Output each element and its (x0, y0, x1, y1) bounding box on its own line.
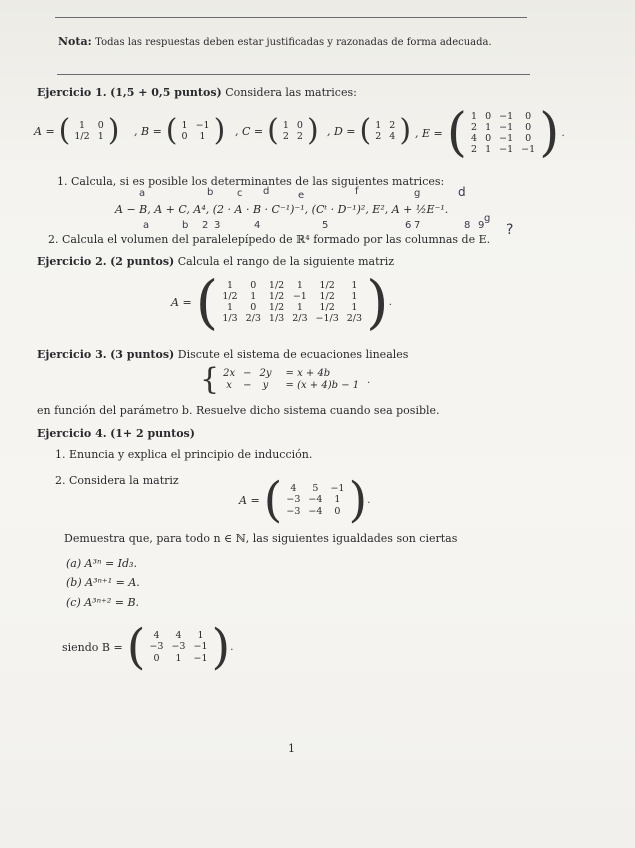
text-ej1-matrices-4-rows-2-3: 0 (525, 133, 532, 144)
text-ej1-matrices-4-rows-0-0: 1 (471, 110, 478, 122)
text-ej2-rows-1-0: 1/2 (222, 290, 238, 302)
text-ej2-rows-2-5: 1 (351, 302, 358, 313)
note-text: Todas las respuestas deben estar justificadas y razonadas de forma adecuada. (95, 37, 492, 48)
text-ej2-rows-2-2: 1/2 (268, 302, 285, 313)
text-ej1-e_tail: . (561, 127, 565, 139)
text-ej1-matrices-3-rows-1-0: 2 (375, 131, 382, 142)
ej3-header (37, 348, 408, 361)
text-ej4-rows-2-2: 0 (334, 505, 341, 517)
ej1-q2: 2. Calcula el volumen del paralelepípedo de ℝ⁴ formado por las columnas de E. (48, 233, 491, 246)
text-ej4-rows-2-0: −3 (286, 505, 301, 517)
equation-system: { 2x − 2y = x + 4b x − y = (x + 4)b − 1 . (200, 362, 371, 397)
text-ej1-matrices-2-rows-1-1: 2 (296, 131, 303, 142)
text-ej3-eq2-b: y (262, 380, 269, 391)
text-ej1-matrices-4-rows-1-2: −1 (499, 121, 514, 133)
ej1-q1-expression: A − B, A + C, A⁴, (2 · A · B · C⁻¹)⁻¹, (Cᵗ · D⁻¹)², E², A + ½E⁻¹. (115, 203, 449, 216)
text-ej1-matrices-4-name: , E = (415, 126, 443, 140)
ej4-q1: 1. Enuncia y explica el principio de inducción. (55, 448, 313, 461)
top-rule (55, 17, 527, 18)
text-ej4-tail: . (367, 494, 371, 506)
text-handwritten-bottom-9: 9 (478, 220, 485, 231)
ej4-q2: 2. Considera la matriz (55, 474, 179, 487)
text-ej4-matrix_name: A = (239, 493, 260, 507)
text-ej1-matrices-1-rows-1-0: 0 (181, 131, 188, 142)
ej3-intro: Discute el sistema de ecuaciones lineales (177, 348, 409, 361)
ej4-header (37, 427, 195, 440)
text-ej1-matrices-0-rows-1-1: 1 (97, 131, 104, 142)
ej3-outro: en función del parámetro b. Resuelve dicho sistema cuando sea posible. (37, 404, 440, 417)
text-ej2-rows-1-4: 1/2 (319, 290, 335, 302)
note-label: Nota: (58, 35, 92, 48)
note-rule (57, 74, 530, 75)
text-ej3-eq2-a: x (226, 380, 232, 391)
text-ej3-tail: . (367, 374, 371, 386)
text-ej4-b_tail: . (230, 641, 234, 653)
text-ej4-rows-0-2: −1 (330, 483, 345, 495)
ej3-title: Ejercicio 3. (37, 348, 107, 361)
text-ej1-matrices-1-rows-0-1: −1 (195, 119, 210, 131)
text-ej2-rows-2-1: 0 (250, 302, 257, 313)
text-ej4-b_rows-1-0: −3 (149, 641, 164, 653)
text-ej4-rows-1-2: 1 (334, 494, 341, 506)
text-ej1-matrices-4-rows-1-0: 2 (471, 121, 478, 133)
ej4-item-b: (b) A³ⁿ⁺¹ = A. (66, 576, 140, 589)
text-handwritten-bottom-7: 7 (414, 220, 421, 231)
handwritten-f: f (355, 186, 359, 197)
text-ej2-rows-2-4: 1/2 (319, 302, 335, 313)
text-ej1-matrices-4-rows-0-2: −1 (499, 110, 514, 122)
text-ej1-matrices-4-rows-3-1: 1 (485, 144, 492, 156)
text-ej4-b_rows-1-2: −1 (193, 641, 208, 653)
handwritten-g: g (414, 188, 421, 199)
text-ej4-rows-1-0: −3 (286, 494, 301, 506)
ej2-intro: Calcula el rango de la siguiente matriz (177, 255, 395, 268)
ej1-header (37, 86, 357, 99)
text-ej3-eq1-b: 2y (259, 368, 272, 380)
text-ej1-matrices-4-rows-2-1: 0 (485, 133, 492, 144)
matrix-a-table (70, 120, 107, 142)
text-ej2-rows-3-3: 2/3 (292, 313, 308, 325)
matrix-a: A = ( 1 0 1/2 1 ) (34, 113, 120, 148)
matrix-ej2: A = ( 1 0 1/2 1 1/2 1 1/2 1 1/2 −1 1/2 1 1 0 1/2 1 1/2 1 1/3 2/3 1/3 2/3 −1/3 2/3 ) . (171, 268, 392, 336)
text-handwritten-bottom-2: 2 (202, 220, 209, 231)
text-ej2-rows-1-1: 1 (250, 290, 257, 302)
ej2-title: Ejercicio 2. (37, 255, 107, 268)
text-ej1-matrices-4-rows-1-1: 1 (485, 121, 492, 133)
handwritten-d: d (263, 186, 270, 197)
matrix-ej4-a: A = ( 4 5 −1 −3 −4 1 −3 −4 0 ) . (239, 472, 371, 528)
handwritten-e: e (298, 190, 305, 201)
text-ej1-matrices-2-rows-0-0: 1 (282, 119, 289, 131)
text-handwritten-bottom-0: a (143, 220, 150, 231)
text-ej4-rows-0-1: 5 (312, 483, 319, 495)
text-ej2-rows-0-0: 1 (226, 279, 233, 291)
text-ej4-b_rows-1-1: −3 (171, 641, 186, 653)
ej1-points: (1,5 + 0,5 puntos) (110, 86, 222, 99)
text-ej2-rows-0-2: 1/2 (268, 279, 285, 291)
text-ej1-matrices-1-rows-0-0: 1 (181, 119, 188, 131)
text-ej1-matrices-3-rows-1-1: 4 (389, 131, 396, 142)
matrix-d: , D = ( 1 2 2 4 ) (327, 113, 412, 148)
ej4-item-c: (c) A³ⁿ⁺² = B. (66, 596, 140, 609)
text-ej3-eq2-rhs: = (x + 4)b − 1 (285, 380, 360, 391)
handwritten-b: b (207, 187, 214, 198)
text-ej1-matrices-4-rows-2-2: −1 (499, 133, 514, 144)
text-ej4-b_rows-2-0: 0 (153, 652, 160, 664)
text-ej2-matrix_name: A = (171, 295, 192, 309)
ej2-header (37, 255, 394, 268)
text-ej2-rows-1-2: 1/2 (268, 290, 285, 302)
text-ej4-b_rows-2-1: 1 (175, 652, 182, 664)
text-ej2-rows-3-5: 2/3 (346, 313, 363, 325)
text-ej1-matrices-4-rows-0-3: 0 (525, 110, 532, 122)
text-handwritten-bottom-3: 3 (214, 220, 221, 231)
text-ej1-matrices-0-rows-0-1: 0 (97, 119, 104, 131)
text-ej4-rows-0-0: 4 (290, 483, 297, 495)
handwritten-right-g: g (484, 213, 491, 224)
text-ej3-eq1-a: 2x (223, 368, 236, 380)
text-ej1-matrices-0-rows-0-0: 1 (79, 119, 86, 131)
text-ej1-matrices-3-name: , D = (327, 124, 356, 138)
ej1-title: Ejercicio 1. (37, 86, 107, 99)
handwritten-question: ? (506, 222, 514, 238)
ej4-points: (1+ 2 puntos) (110, 427, 195, 440)
text-handwritten-bottom-5: 5 (322, 220, 329, 231)
ej4-demo: Demuestra que, para todo n ∈ ℕ, las siguientes igualdades son ciertas (64, 532, 458, 545)
ej3-points: (3 puntos) (110, 348, 175, 361)
text-ej1-matrices-4-rows-3-0: 2 (471, 144, 478, 156)
matrix-a-label: A = (34, 124, 55, 138)
matrix-e: , E = ( 1 0 −1 0 2 1 −1 0 4 0 −1 0 2 1 −1 −1 ) . (415, 103, 565, 163)
text-ej4-b_rows-0-0: 4 (153, 630, 160, 642)
ej1-q1: 1. Calcula, si es posible los determinantes de las siguientes matrices: (57, 175, 445, 188)
ej4-item-a: (a) A³ⁿ = Id₃. (66, 557, 137, 570)
text-ej4-rows-1-1: −4 (308, 494, 323, 506)
ej2-points: (2 puntos) (110, 255, 175, 268)
text-ej2-rows-3-2: 1/3 (268, 313, 285, 325)
text-ej1-matrices-0-rows-1-0: 1/2 (74, 131, 90, 142)
text-ej3-eq2-op: − (243, 380, 252, 391)
text-ej2-rows-1-5: 1 (351, 290, 358, 302)
text-ej4-siendo: siendo B = (62, 640, 123, 654)
text-ej2-rows-0-4: 1/2 (319, 279, 335, 291)
text-ej2-rows-3-0: 1/3 (222, 313, 238, 325)
text-ej1-matrices-2-name: , C = (235, 124, 264, 138)
text-handwritten-bottom-6: 6 (405, 220, 412, 231)
text-ej3-eq1-rhs: = x + 4b (285, 368, 331, 380)
page-number: 1 (288, 742, 295, 755)
text-ej2-rows-2-3: 1 (296, 302, 303, 313)
text-ej3-eq1-op: − (243, 368, 252, 380)
text-ej1-matrices-4-rows-2-0: 4 (471, 133, 478, 144)
ej4-title: Ejercicio 4. (37, 427, 107, 440)
text-ej1-matrices-4-rows-1-3: 0 (525, 121, 532, 133)
text-ej4-b_rows-0-2: 1 (197, 630, 204, 642)
text-ej4-b_rows-0-1: 4 (175, 630, 182, 642)
text-ej1-matrices-3-rows-0-1: 2 (389, 119, 396, 131)
text-ej1-matrices-2-rows-1-0: 2 (282, 131, 289, 142)
handwritten-right-d: d (458, 185, 466, 199)
text-handwritten-bottom-1: b (182, 220, 189, 231)
matrix-c: , C = ( 1 0 2 2 ) (235, 113, 319, 148)
ej1-intro: Considera las matrices: (225, 86, 357, 99)
text-handwritten-bottom-4: 4 (254, 220, 261, 231)
text-ej2-rows-2-0: 1 (226, 302, 233, 313)
text-ej2-rows-3-1: 2/3 (245, 313, 261, 325)
matrix-b: , B = ( 1 −1 0 1 ) (134, 113, 226, 148)
handwritten-c: c (237, 188, 243, 199)
text-ej4-rows-2-1: −4 (308, 505, 323, 517)
text-ej1-matrices-1-rows-1-1: 1 (199, 131, 206, 142)
text-ej2-rows-0-3: 1 (296, 279, 303, 291)
handwritten-a: a (139, 188, 146, 199)
matrix-ej4-b: siendo B = ( 4 4 1 −3 −3 −1 0 1 −1 ) . (62, 619, 234, 675)
text-ej2-rows-3-4: −1/3 (315, 313, 339, 325)
text-ej2-rows-0-1: 0 (250, 279, 257, 291)
text-ej1-matrices-4-rows-3-3: −1 (521, 144, 536, 156)
text-ej2-rows-1-3: −1 (292, 290, 307, 302)
text-ej1-matrices-4-rows-3-2: −1 (499, 144, 514, 156)
note-line (58, 35, 492, 48)
text-ej1-matrices-4-rows-0-1: 0 (485, 110, 492, 122)
text-handwritten-bottom-8: 8 (464, 220, 471, 231)
text-ej2-rows-0-5: 1 (351, 279, 358, 291)
text-ej1-matrices-3-rows-0-0: 1 (375, 119, 382, 131)
text-ej1-matrices-1-name: , B = (134, 124, 162, 138)
text-ej4-b_rows-2-2: −1 (193, 652, 208, 664)
text-ej1-matrices-2-rows-0-1: 0 (296, 119, 303, 131)
text-ej2-tail: . (388, 296, 392, 308)
